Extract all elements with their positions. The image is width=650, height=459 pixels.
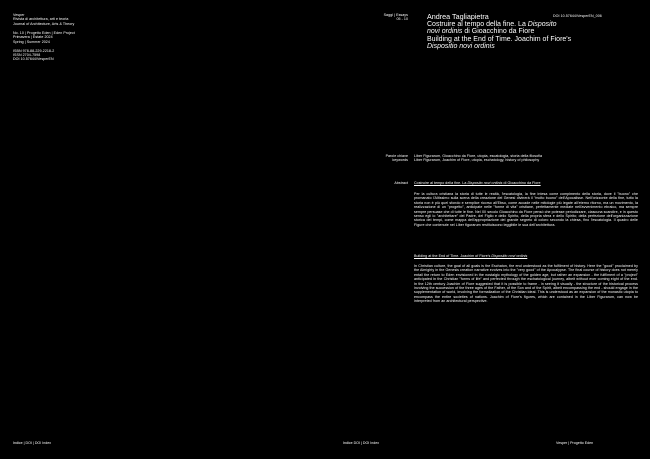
journal-subtitle-en: Journal of Architecture, Arts & Theory [13, 21, 75, 26]
season-en: Spring | Summer 2024 [13, 39, 50, 44]
article-title-block [427, 13, 602, 51]
abstract-it-heading: Costruire al tempo della fine. La Disposito novi ordinis di Gioacchino da Fiore [414, 181, 541, 185]
keywords-label: Parole chiave keywords [385, 154, 408, 163]
journal-subtitle-it: Rivista di architettura, arti e teoria [13, 17, 69, 22]
footer-right: Vesper | Progetto Eden [556, 441, 594, 445]
title-en: Building at the End of Time. Joachim of Fiore's [427, 35, 572, 43]
abstract-en-body: In Christian culture, the goal of all goals is the Eschaton, the end understood as the fulfilment of history. Here the "good" proclaimed by the Almighty in the Genesis creation narrative evolves into the "very good" of the Apocalypse. The final course of history does not merely entail the return to Eden envisioned in the nostalgic mythology of the golden age, but rather an expansion - the fulfilment of a "project" anticipated in the Christian "forms of life" and perfected through the eschatological journey, albeit without ever coming eight of the end. In the 12th century Joachim of Fiore suggested that it is possible to frame - in seeing it visually - the structure of the historical process involving the succession of the three ages of the Father, of the Son and of the Spirit, albeit encompassing the end - should engage in the supplementation of world, involving the formalization of the Christian ideal. This is understood as an expansion of the monastic utopia to encompass the entire societies of nations. Joachim of Fiore's figures, which are contained in the Liber Figurarum, can now be interpreted from an architectural perspective. [414, 264, 638, 304]
journal-name: Vesper [13, 13, 25, 17]
keywords-list [414, 154, 634, 163]
season-it: Primavera | Estate 2024 [13, 35, 53, 40]
abstract-en-heading: Building at the End of Time. Joachim of Fiore's Dispositio novi ordinis [414, 254, 528, 258]
journal-info [13, 13, 123, 62]
keywords-en: Liber Figurarum, Joachim of Fiore, utopia, eschatology, history of philosophy [414, 158, 540, 163]
footer-left: Indice | DOI | DOI Index [13, 441, 52, 445]
journal-doi: DOI 10.57644/VesperEN [13, 57, 54, 62]
footer-center: Indice DOI | DOI Index [343, 441, 380, 445]
issn: ISSN 2704-7598 [13, 53, 41, 58]
title-it-cont: novi ordinis di Gioacchino da Fiore [427, 28, 535, 36]
article-doi: DOI 10.57644/VesperEN_006 [553, 14, 602, 18]
title-en-cont: Dispositio novi ordinis [427, 43, 495, 51]
issue-line: No. 10 | Progetto Eden | Eden Project [13, 30, 75, 35]
section-label: Saggi | Essays 05 - 10 [383, 13, 408, 22]
isbn: ISBN 978-88-229-2218-2 [13, 48, 55, 53]
author-name: Andrea Tagliapietra [427, 12, 489, 21]
abstract-it-body: Per la cultura cristiana la storia di tutte le realtà, l'escatologia, la fine intesa come compimento della storia, dove il "buono" che promanato l'Altissimo sulla scena della creazione del Genesi divinerà il "molto buono" dell'Apocalisse. Nell'orizzonte della fine, tutto la storia non è più quel sfondo e semplice ricorso all'Ebso, come accade nelle mitologie più legate all'eterno ritorno, ma un movimento, la realizzazione di un "progetto", anticipate nelle "forme di vita" cristiane, perfettamente mediate nell'avvenimento ebraico, ma sempre sempre persuase che di tutte le fine. Nel XII secolo Gioacchino da Fiore pensò che potesse periodizzare, ciascuna scandire, e in questo senso egli lo "architettare" del Padre, del Figlio e dello Spirito, della propria sfera e dello Spirito; della perfezione dell'organizzazione storica dei tempi, come mappa dell'appropriazione del grande segreto di coloro secondo la chiesa, fino l'escatologia. Il quadro delle Figure che contenute nel Liber figurarum restituiscono leggibile le sua dell'architettura. [414, 192, 638, 227]
abstract-label: Abstract [394, 181, 408, 185]
title-it: Costruire al tempo della fine. La Disposito [427, 20, 557, 28]
keywords-it: Liber Figurarum, Gioacchino da Fiore, utopia, escatologia, storia della filosofia [414, 154, 543, 158]
